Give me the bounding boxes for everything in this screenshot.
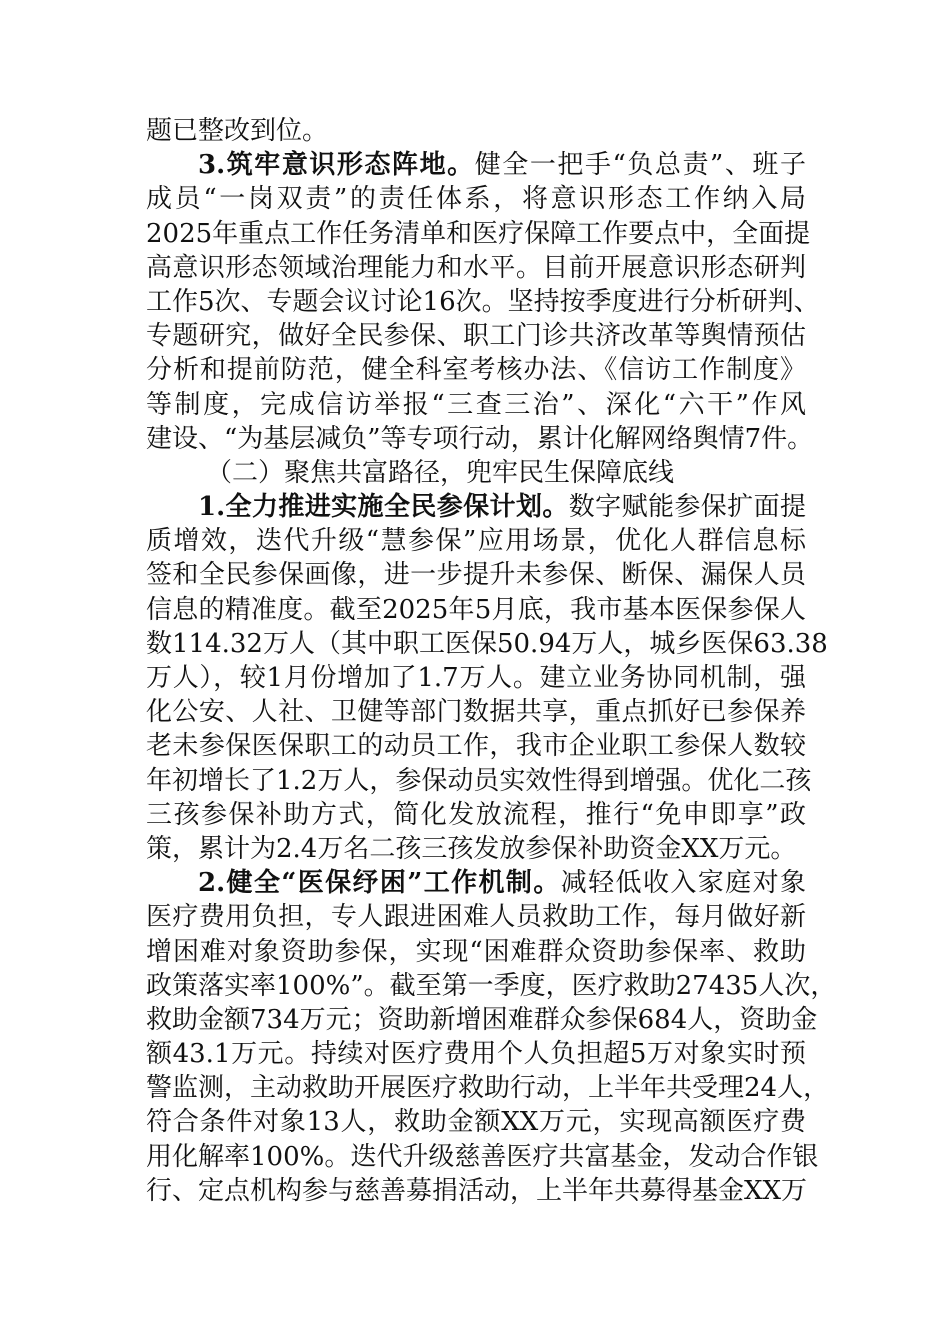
text-line: 警监测，主动救助开展医疗救助行动，上半年共受理24人，: [146, 1073, 830, 1104]
line-text: 数字赋能参保扩面提: [568, 492, 806, 523]
text-line: 用化解率100%。迭代升级慈善医疗共富基金，发动合作银: [146, 1141, 819, 1172]
text-line: 万人），较1月份增加了1.7万人。建立业务协同机制，强: [146, 663, 806, 693]
paragraph-heading: 1.全力推进实施全民参保计划。: [198, 492, 569, 523]
document-page: [146, 114, 837, 1208]
text-line: 签和全民参保画像，进一步提升未参保、断保、漏保人员: [146, 560, 806, 591]
line-text: 题已整改到位。: [146, 116, 329, 146]
text-line: 质增效，迭代升级“慧参保”应用场景，优化人群信息标: [146, 526, 806, 557]
text-line: 政策落实率100%”。截至第一季度，医疗救助27435人次，: [146, 970, 837, 1001]
text-line: 建设、“为基层减负”等专项行动，累计化解网络舆情7件。: [146, 423, 814, 454]
text-line: [146, 490, 806, 524]
text-line: 工作5次、专题会议讨论16次。坚持按季度进行分析研判、: [146, 286, 820, 317]
text-line: 增困难对象资助参保，实现“困难群众资助参保率、救助: [146, 936, 806, 967]
text-line: 成员“一岗双责”的责任体系，将意识形态工作纳入局: [146, 184, 806, 215]
paragraph-heading: 2.健全“医保纾困”工作机制。: [198, 868, 561, 899]
text-line: 行、定点机构参与慈善募捐活动，上半年共募得基金XX万: [146, 1175, 808, 1206]
text-line: 符合条件对象13人，救助金额XX万元，实现高额医疗费: [146, 1107, 806, 1138]
text-line: 等制度，完成信访举报“三查三治”、深化“六干”作风: [146, 389, 806, 420]
text-line: 分析和提前防范，健全科室考核办法、《信访工作制度》: [146, 355, 806, 386]
text-line: 专题研究，做好全民参保、职工门诊共济改革等舆情预估: [146, 321, 806, 352]
line-text: 减轻低收入家庭对象: [560, 868, 806, 899]
text-line: 医疗费用负担，专人跟进困难人员救助工作，每月做好新: [146, 902, 806, 933]
text-line: 救助金额734万元；资助新增困难群众参保684人，资助金: [146, 1004, 818, 1035]
text-line: 策，累计为2.4万名二孩三孩发放参保补助资金XX万元。: [146, 833, 797, 864]
paragraph-heading: 3.筑牢意识形态阵地。: [198, 150, 475, 181]
text-line: [146, 114, 806, 148]
text-line: 老未参保医保职工的动员工作，我市企业职工参保人数较: [146, 731, 806, 762]
text-line: 三孩参保补助方式，简化发放流程，推行“免申即享”政: [146, 799, 806, 830]
section-heading: （二）聚焦共富路径，兜牢民生保障底线: [206, 457, 675, 488]
text-line: 2025年重点工作任务清单和医疗保障工作要点中，全面提: [146, 218, 811, 249]
text-line: 额43.1万元。持续对医疗费用个人负担超5万对象实时预: [146, 1039, 806, 1070]
text-line: [146, 866, 806, 900]
text-line: 高意识形态领域治理能力和水平。目前开展意识形态研判: [146, 252, 806, 283]
text-line: [146, 148, 806, 182]
text-line: 数114.32万人（其中职工医保50.94万人，城乡医保63.38: [146, 628, 828, 659]
text-line: 化公安、人社、卫健等部门数据共享，重点抓好已参保养: [146, 697, 806, 728]
line-text: 健全一把手“负总责”、班子: [474, 150, 806, 181]
text-line: 年初增长了1.2万人，参保动员实效性得到增强。优化二孩: [146, 765, 812, 796]
text-line: 信息的精准度。截至2025年5月底，我市基本医保参保人: [146, 594, 806, 625]
